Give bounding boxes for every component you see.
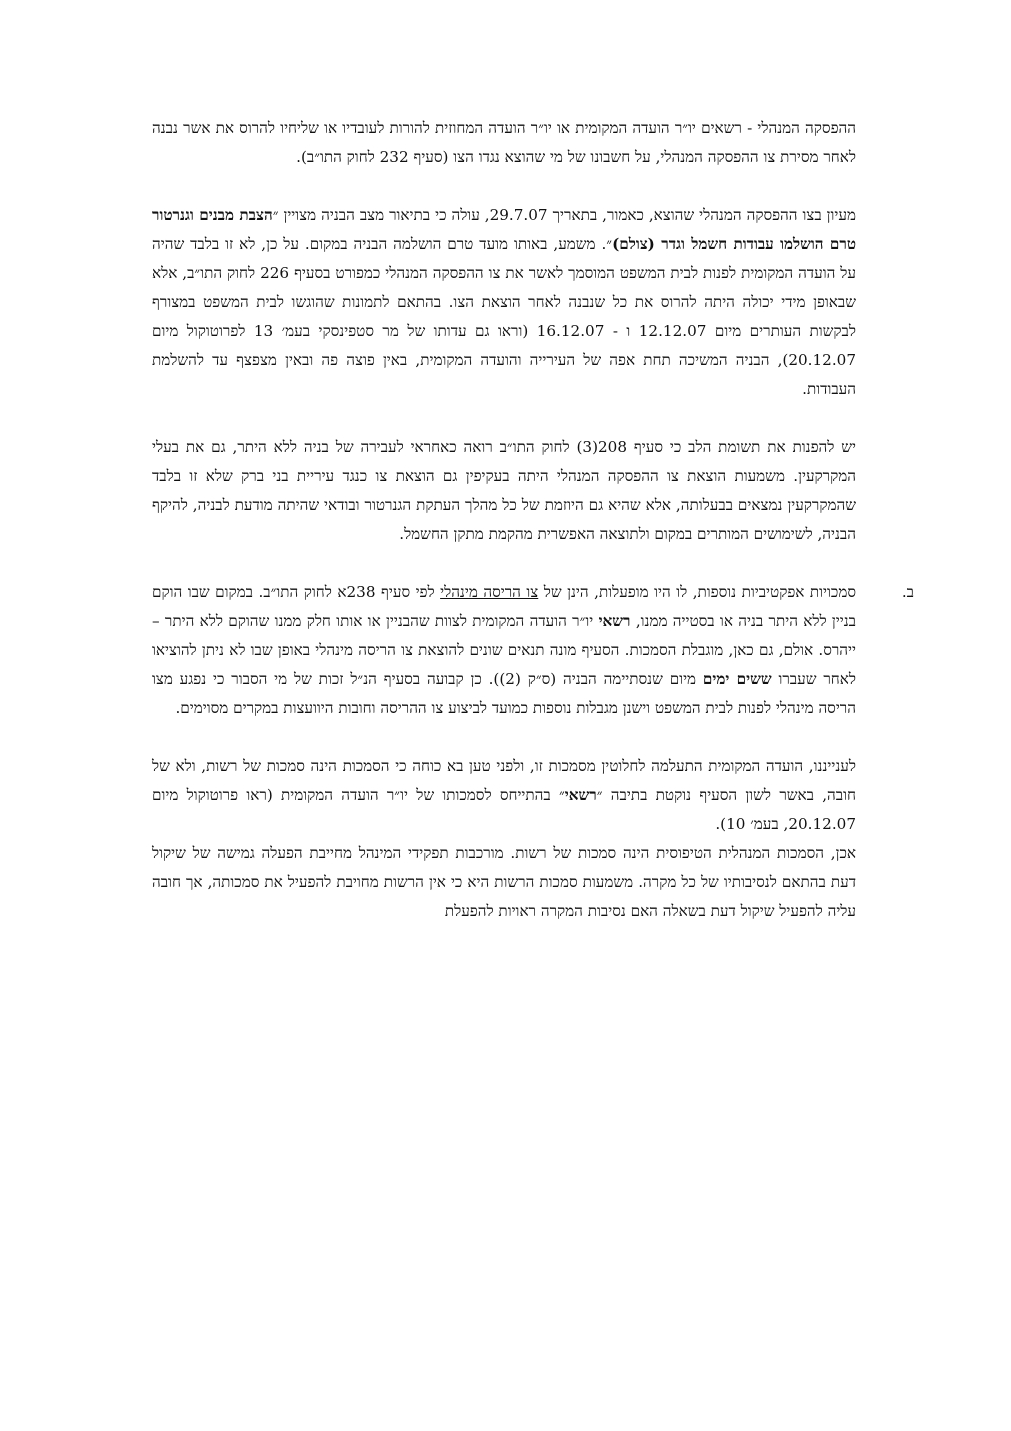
paragraph-5-text-2: ״ בהתייחס לסמכותו של יו״ר הועדה המקומית (ראו פרוטוקול מיום 20.12.07, בעמ׳ 10). [152,786,856,833]
paragraph-committee-ignored-authority [152,752,856,839]
paragraph-2-bold-quote: הצבת מבנים וגנרטור טרם הושלמו עבודות חשמל וגדר (צולם) [152,206,856,253]
paragraph-landowner-responsibility: יש להפנות את תשומת הלב כי סעיף 208(3) לחוק התו״ב רואה כאחראי לעבירה של בניה ללא היתר, גם את בעלי המקרקעין. משמעות הוצאת צו ההפסקה המנהלי היתה בעקיפין גם הוצאת צו כנגד עיריית בני ברק שלא זו בלבד שהמקרקעין נמצאים בבעלותה, אלא שהיא גם היוזמת של כל מהלך העתקת הגנרטור ובודאי שהיתה מודעת לבניה, להיקף הבניה, לשימושים המותרים במקום ולתוצאה האפשרית מהקמת מתקן החשמל. [152,438,857,543]
list-item-b [152,578,914,723]
paragraph-gap [152,404,856,433]
item-b-text-1: סמכויות אפקטיביות נוספות, לו היו מופעלות, הינן של [538,583,856,601]
item-b-text-2: לפי סעיף 238א לחוק התו״ב. במקום שבו הוקם בניין ללא היתר בניה או בסטייה ממנו, [152,583,856,630]
item-b-text-3: יו״ר הועדה המקומית לצוות שהבניין או אותו חלק ממנו שהוקם ללא היתר – ייהרס. אולם, גם כאן, מוגבלת הסמכות. הסעיף מונה תנאים שונים להוצאת צו הריסה מינהלי באופן שבו לא ניתן להוציאו לאחר שעברו [152,612,856,688]
paragraph-2-text-2: ״. משמע, באותו מועד טרם הושלמה הבניה במקום. על כן, לא זו בלבד שהיה על הועדה המקומית לפנות לבית המשפט המוסמך לאשר את צו ההפסקה המנהלי כמפורט בסעיף 226 לחוק התו״ב, אלא שבאופן מידי יכולה היתה להרוס את כל שנבנה לאחר הוצאת הצו. בהתאם לתמונות שהוגשו לבית המשפט במצורף לבקשות העותרים מיום 12.12.07 ו - 16.12.07 (וראו גם עדותו של מר סטפינסקי בעמ׳ 13 לפרוטוקול מיום 20.12.07), הבניה המשיכה תחת אפה של העירייה והועדה המקומית, באין פוצה פה ובאין מצפצף עד להשלמת העבודות. [152,235,856,398]
paragraph-2-text-1: מעיון בצו ההפסקה המנהלי שהוצא, כאמור, בתאריך 29.7.07, עולה כי בתיאור מצב הבניה מצויין ״ [272,206,856,224]
list-item-marker: ב. [901,583,914,601]
paragraph-5-bold-term: רשאי [564,786,597,804]
paragraph-administrative-stop-order: ההפסקה המנהלי - רשאים יו״ר הועדה המקומית או יו״ר הועדה המחוזית להורות לעובדיו או שליחיו להרוס את אשר נבנה לאחר מסירת צו ההפסקה המנהלי, על חשבונו של מי שהוצא נגדו הצו (סעיף 232 לחוק התו״ב). [152,119,856,166]
paragraph-demolition-order [152,578,856,723]
paragraph-gap [152,172,856,201]
paragraph-5-text-1: לענייננו, הועדה המקומית התעלמה לחלוטין מסמכות זו, ולפני טען בא כוחה כי הסמכות הינה סמכות של רשות, ולא של חובה, באשר לשון הסעיף נוקטת בתיבה ״ [152,757,856,804]
item-b-text-4: מיום שנסתיימה הבניה (ס״ק (2)). כן קבועה בסעיף הנ״ל זכות של מי הסבור כי נפגע מצו הריסה מינהלי לפנות לבית המשפט וישנן מגבלות נוספות כמועד לביצוע צו ההריסה וחובות היוועצות במקרים מסוימים. [152,670,856,717]
item-b-underlined-term: צו הריסה מינהלי [440,583,539,601]
paragraph-gap [152,549,856,578]
item-b-bold-term-1: רשאי [598,612,631,630]
document-body [152,114,914,926]
paragraph-stop-order-review [152,201,856,404]
paragraph-discretionary-authority: אכן, הסמכות המנהלית הטיפוסית הינה סמכות של רשות. מורכבות תפקידי המינהל מחייבת הפעלה גמישה של שיקול דעת בהתאם לנסיבותיו של כל מקרה. משמעות סמכות הרשות היא כי אין הרשות מחויבת להפעיל את סמכותה, אך חובה עליה להפעיל שיקול דעת בשאלה האם נסיבות המקרה ראויות להפעלת [152,844,856,920]
paragraph-gap [152,723,856,752]
item-b-bold-term-2: ששים ימים [702,670,772,688]
